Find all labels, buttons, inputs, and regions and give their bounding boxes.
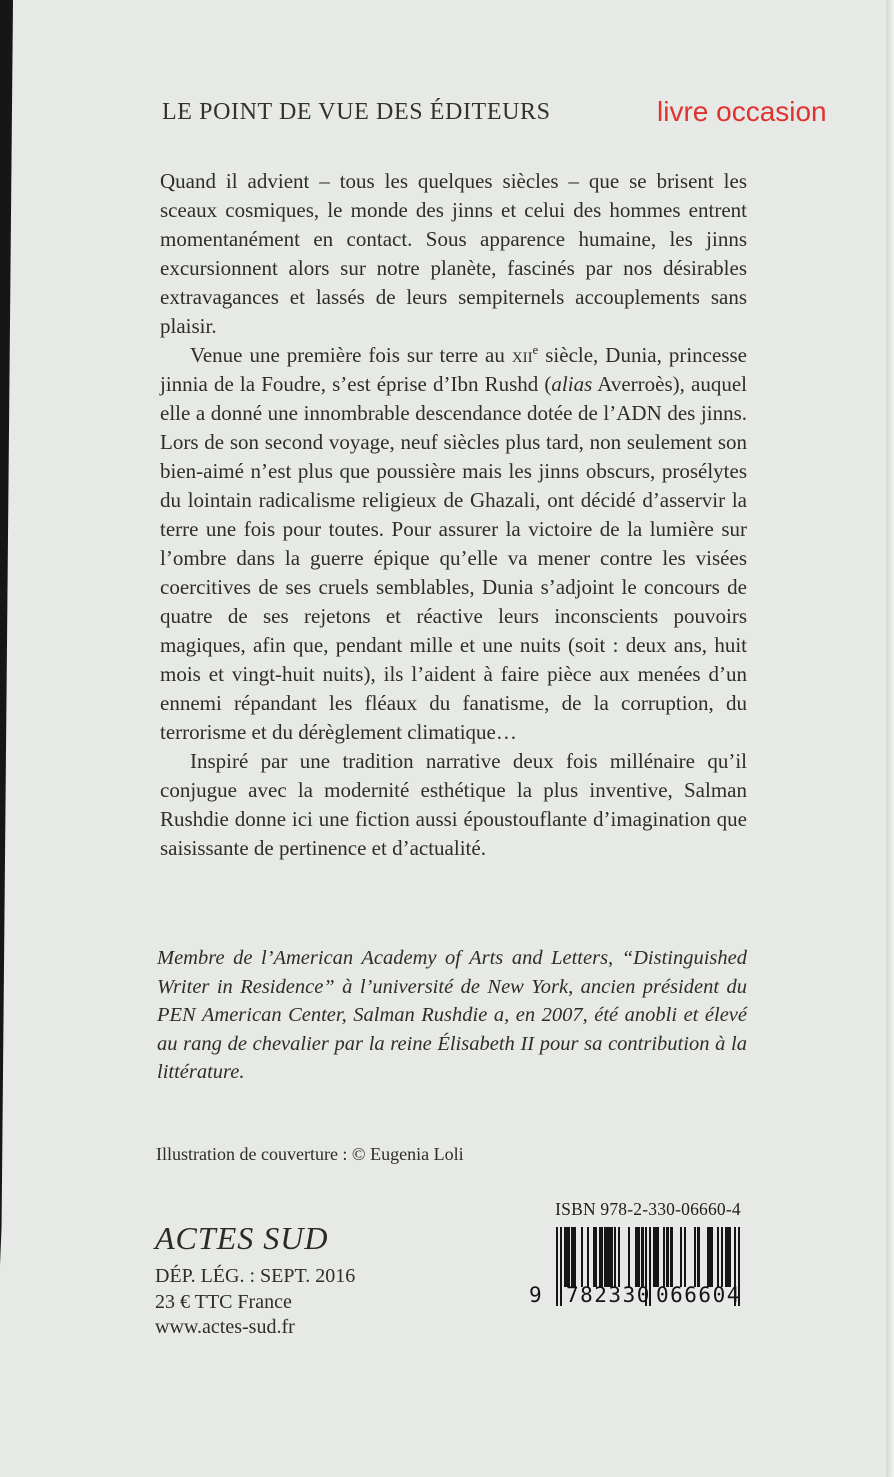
- alias-italic: alias: [551, 372, 593, 396]
- barcode-digits-right: 066604: [656, 1283, 741, 1307]
- isbn-block: [529, 1199, 744, 1321]
- ean13-barcode: [529, 1227, 741, 1321]
- synopsis-p2-pre: Venue une première fois sur terre au: [190, 343, 512, 367]
- cover-illustration-credit: Illustration de couverture : © Eugenia Loli: [156, 1144, 464, 1164]
- century-superscript: e: [532, 343, 539, 357]
- synopsis-block: [160, 167, 747, 863]
- page-title: LE POINT DE VUE DES ÉDITEURS: [162, 99, 551, 125]
- barcode-digits-left: 782330: [566, 1283, 651, 1307]
- used-book-stamp: livre occasion: [657, 96, 827, 127]
- barcode-lead-digit: 9: [529, 1283, 542, 1307]
- century-smallcaps: xii: [511, 343, 533, 367]
- author-bio: Membre de l’American Academy of Arts and Letters, “Distinguished Writer in Residence” à l’université de New York, ancien président du PEN American Center, Salman Rushdie a, en 2007, été anobli et élevé au rang de chevalier par la reine Élisabeth II pour sa contribution à la littérature.: [157, 947, 747, 1083]
- page-edge-highlight: [886, 0, 894, 1477]
- legal-deposit: DÉP. LÉG. : SEPT. 2016: [155, 1265, 356, 1287]
- synopsis-paragraph-2: [160, 341, 747, 747]
- synopsis-paragraph-1: Quand il advient – tous les quelques siècles – que se brisent les sceaux cosmiques, le monde des jinns et celui des hommes entrent momentanément en contact. Sous apparence humaine, les jinns excursionnent alors sur notre planète, fascinés par nos désirables extravagances et lassés de leurs sempiternels accouplements sans plaisir.: [160, 169, 747, 338]
- publisher-block: [155, 1220, 355, 1341]
- synopsis-p2-post: Averroès), auquel elle a donné une innombrable descendance dotée de l’ADN des jinns. Lors de son second voyage, neuf siècles plus tard, non seulement son bien-aimé n’est plus que poussière mais les jinns obscurs, prosélytes du lointain radicalisme religieux de Ghazali, ont décidé d’asservir la terre une fois pour toutes. Pour assurer la victoire de la lumière sur l’ombre dans la guerre épique qu’elle va mener contre les visées coercitives de ses cruels semblables, Dunia s’adjoint le concours de quatre de ses rejetons et réactive leurs inconscients pouvoirs magiques, afin que, pendant mille et une nuits (soit : deux ans, huit mois et vingt-huit nuits), ils l’aident à faire pièce aux menées d’un ennemi répandant les fléaux du fanatisme, de la corruption, du terrorisme et du dérèglement climatique…: [160, 372, 748, 744]
- spine-shadow: [0, 0, 13, 1265]
- synopsis-paragraph-3: Inspiré par une tradition narrative deux fois millénaire qu’il conjugue avec la modernité esthétique la plus inventive, Salman Rushdie donne ici une fiction aussi époustouflante d’imagination que saisissante de pertinence et d’actualité.: [160, 749, 747, 860]
- isbn-number: ISBN 978-2-330-06660-4: [555, 1199, 741, 1219]
- publisher-website: www.actes-sud.fr: [155, 1316, 295, 1338]
- publisher-name: ACTES SUD: [155, 1220, 329, 1256]
- price: 23 € TTC France: [155, 1290, 292, 1313]
- synopsis-p2-mid: siècle, Dunia, princesse jinnia de la Foudre, s’est éprise d’Ibn Rushd (: [160, 343, 747, 396]
